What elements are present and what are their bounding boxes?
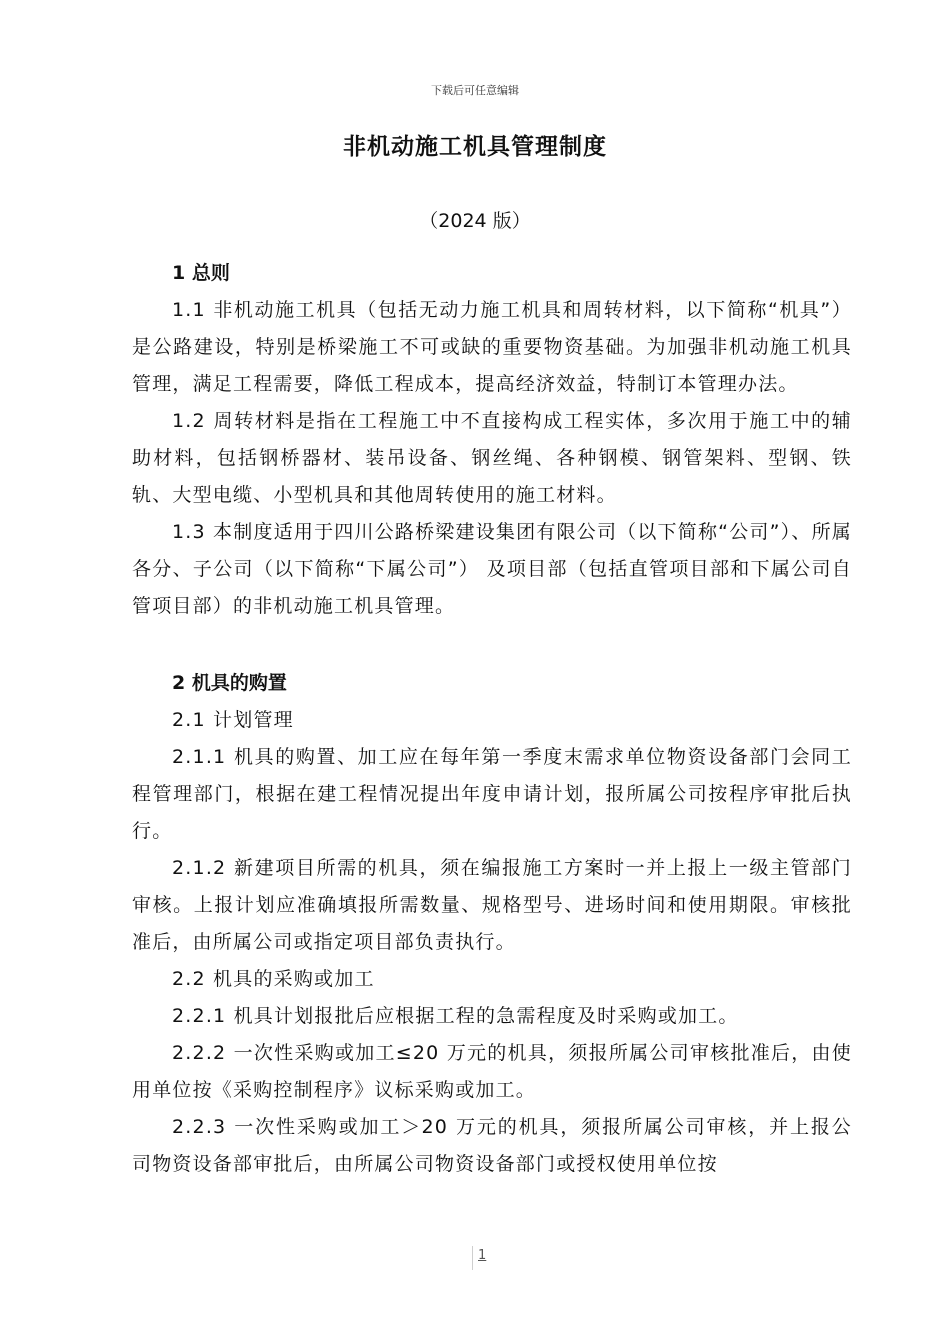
section-heading: 2 机具的购置 xyxy=(172,672,287,694)
paragraph: 2.2.2 一次性采购或加工≤20 万元的机具，须报所属公司审核批准后，由使用单位按《采购控制程序》议标采购或加工。 xyxy=(132,1042,852,1101)
paragraph: 2.1.1 机具的购置、加工应在每年第一季度末需求单位物资设备部门会同工程管理部门，根据在建工程情况提出年度申请计划，报所属公司按程序审批后执行。 xyxy=(132,746,852,842)
paragraph: 1.1 非机动施工机具（包括无动力施工机具和周转材料，以下简称“机具”）是公路建设，特别是桥梁施工不可或缺的重要物资基础。为加强非机动施工机具管理，满足工程需要，降低工程成本，提高经济效益，特制订本管理办法。 xyxy=(132,299,852,395)
section-purchase xyxy=(132,665,852,1183)
section-heading: 1 总则 xyxy=(172,262,230,284)
footer-divider xyxy=(472,1246,473,1270)
paragraph: 2.1.2 新建项目所需的机具，须在编报施工方案时一并上报上一级主管部门审核。上报计划应准确填报所需数量、规格型号、进场时间和使用期限。审核批准后，由所属公司或指定项目部负责执行。 xyxy=(132,857,852,953)
page-footer xyxy=(0,1240,950,1280)
document-version: （2024 版） xyxy=(419,210,531,232)
paragraph: 2.2.3 一次性采购或加工＞20 万元的机具，须报所属公司审核，并上报公司物资设备部审批后，由所属公司物资设备部门或授权使用单位按 xyxy=(132,1116,852,1175)
subsection-heading: 2.1 计划管理 xyxy=(172,709,294,731)
page-number: 1 xyxy=(478,1248,487,1263)
document-body xyxy=(132,255,852,1183)
paragraph: 1.3 本制度适用于四川公路桥梁建设集团有限公司（以下简称“公司”）、所属各分、子公司（以下简称“下属公司”） 及项目部（包括直管项目部和下属公司自管项目部）的非机动施工机具管理。 xyxy=(132,521,852,617)
subsection-heading: 2.2 机具的采购或加工 xyxy=(172,968,375,990)
document-title: 非机动施工机具管理制度 xyxy=(343,134,607,160)
paragraph: 1.2 周转材料是指在工程施工中不直接构成工程实体，多次用于施工中的辅助材料，包括钢桥器材、装吊设备、钢丝绳、各种钢模、钢管架料、型钢、铁轨、大型电缆、小型机具和其他周转使用的施工材料。 xyxy=(132,410,852,506)
section-general xyxy=(132,255,852,625)
paragraph: 2.2.1 机具计划报批后应根据工程的急需程度及时采购或加工。 xyxy=(172,1005,739,1027)
header-note: 下载后可任意编辑 xyxy=(431,84,519,97)
